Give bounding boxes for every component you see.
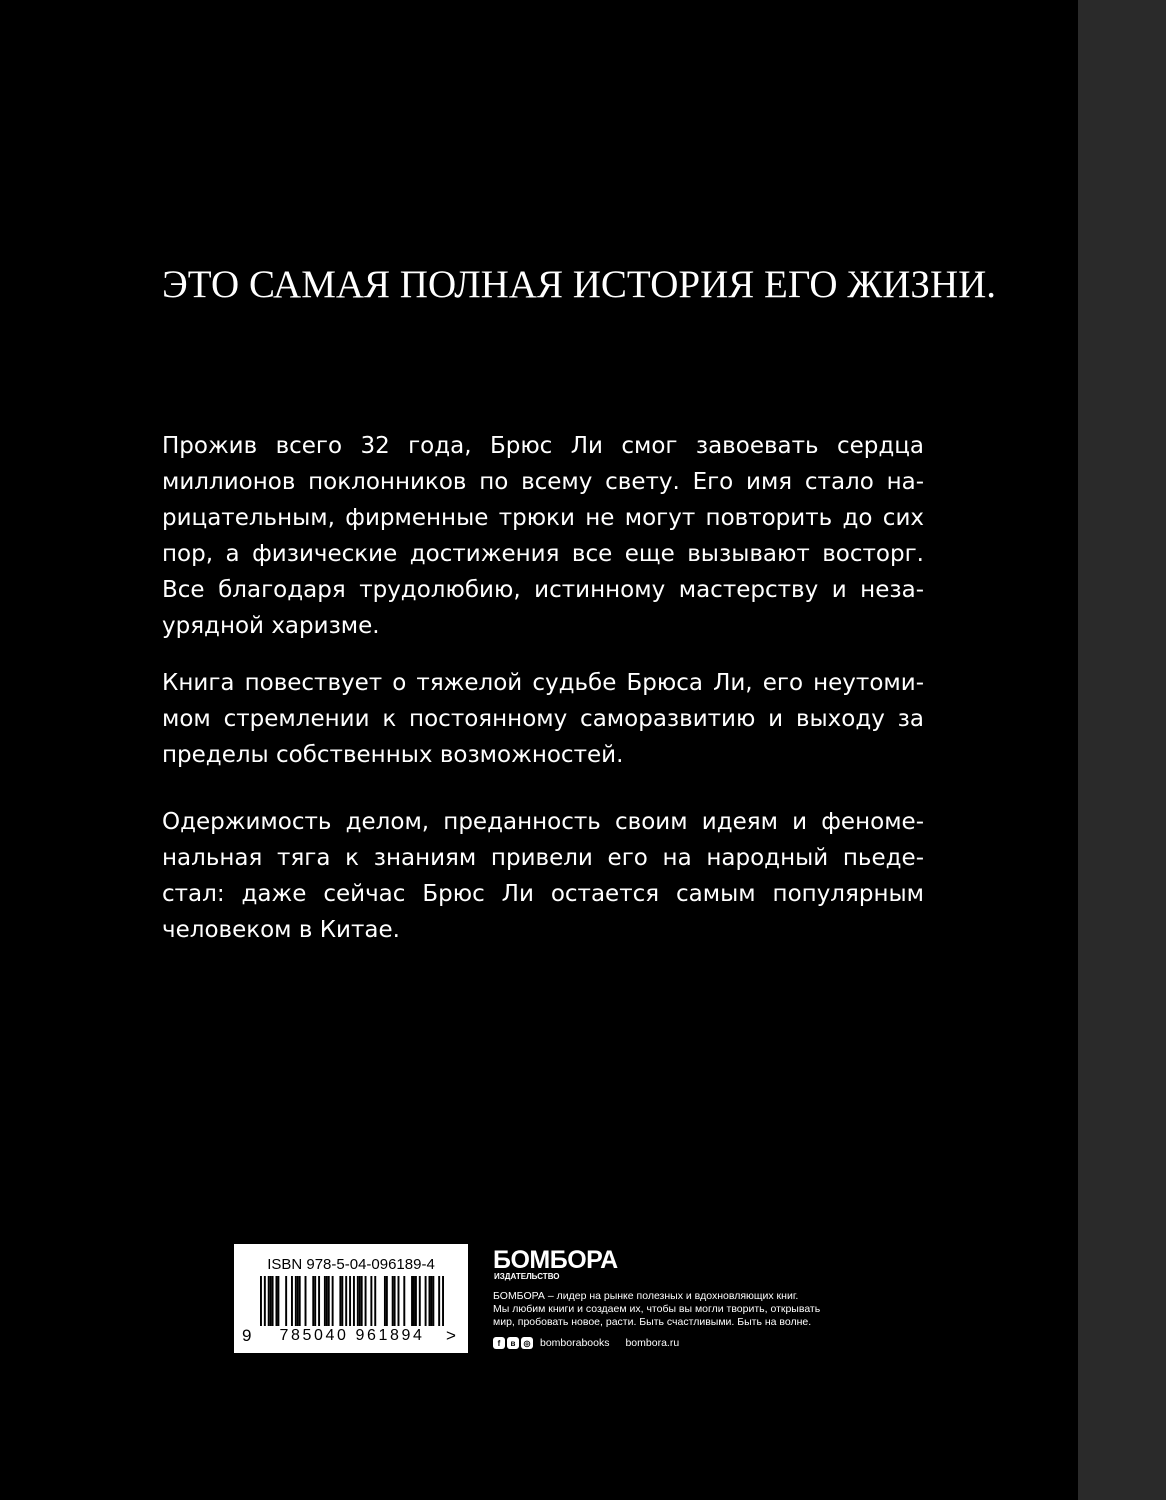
publisher-logo: БОМБОРА: [493, 1246, 618, 1274]
barcode-bar: [432, 1276, 434, 1326]
barcode-bar: [365, 1276, 367, 1326]
paragraph-line: мом стремлении к постоянному саморазвитию и выходу за: [162, 706, 924, 732]
publisher-description-line: БОМБОРА – лидер на рынке полезных и вдохновляющих книг.: [493, 1290, 799, 1302]
paragraph-line: миллионов поклонников по всему свету. Его имя стало на-: [162, 469, 924, 495]
barcode-bar: [285, 1276, 287, 1326]
social-handle: bomborabooks: [540, 1337, 610, 1349]
barcode-bar: [419, 1276, 421, 1326]
paragraph-line: Одержимость делом, преданность своим идеям и феноме-: [162, 809, 924, 835]
barcode-bar: [305, 1276, 307, 1326]
barcode-bar: [341, 1276, 343, 1326]
barcode-bar: [384, 1276, 386, 1326]
barcode-end-marker: >: [446, 1326, 456, 1345]
paragraph-line: пор, а физические достижения все еще вызывают восторг.: [162, 541, 924, 567]
paragraph-line: пределы собственных возможностей.: [162, 742, 624, 768]
barcode-bar: [413, 1276, 415, 1326]
barcode-bar: [291, 1276, 293, 1326]
paragraph-line: Все благодаря трудолюбию, истинному мастерству и неза-: [162, 577, 924, 603]
barcode-bar: [357, 1276, 359, 1326]
paragraph-legacy: [162, 804, 924, 948]
paragraph-line: нальная тяга к знаниям привели его на народный пьеде-: [162, 845, 924, 871]
barcode-bar: [359, 1276, 361, 1326]
barcode-bar: [299, 1276, 301, 1326]
barcode-bar: [314, 1276, 316, 1326]
publisher-description: [493, 1290, 853, 1329]
barcode-bar: [386, 1276, 388, 1326]
barcode-digits: 785040 961894: [260, 1326, 444, 1346]
barcode-bar: [295, 1276, 297, 1326]
barcode-bar: [411, 1276, 413, 1326]
barcode-bar: [328, 1276, 330, 1326]
barcode-bar: [403, 1276, 405, 1326]
barcode-bar: [326, 1276, 328, 1326]
barcode-bar: [297, 1276, 299, 1326]
barcode-bar: [392, 1276, 394, 1326]
facebook-icon: f: [493, 1337, 505, 1349]
paragraph-line: рицательным, фирменные трюки не могут повторить до сих: [162, 505, 924, 531]
instagram-icon: ◎: [521, 1337, 533, 1349]
barcode-bar: [270, 1276, 272, 1326]
barcode-bar: [312, 1276, 314, 1326]
barcode-bar: [425, 1276, 427, 1326]
barcode-bar: [415, 1276, 417, 1326]
barcode-bar: [339, 1276, 341, 1326]
isbn-barcode: [234, 1244, 468, 1353]
paragraph-line: урядной харизме.: [162, 613, 380, 639]
paragraph-intro: [162, 428, 924, 644]
barcode-bar: [429, 1276, 431, 1326]
publisher-description-line: Мы любим книги и создаем их, чтобы вы могли творить, открывать: [493, 1303, 821, 1315]
cover-headline: ЭТО САМАЯ ПОЛНАЯ ИСТОРИЯ ЕГО ЖИЗНИ.: [162, 263, 997, 306]
paragraph-line: Книга повествует о тяжелой судьбе Брюса Ли, его неутоми-: [162, 670, 924, 696]
barcode-bar: [345, 1276, 347, 1326]
barcode-bar: [361, 1276, 363, 1326]
publisher-logo-subtitle: ИЗДАТЕЛЬСТВО: [494, 1272, 560, 1281]
barcode-bar: [275, 1276, 277, 1326]
barcode-bar: [318, 1276, 320, 1326]
barcode-bar: [277, 1276, 279, 1326]
paragraph-line: стал: даже сейчас Брюс Ли остается самым популярным: [162, 881, 924, 907]
barcode-bar: [394, 1276, 396, 1326]
publisher-description-line: мир, пробовать новое, расти. Быть счастливыми. Быть на волне.: [493, 1316, 812, 1328]
isbn-number: ISBN 978-5-04-096189-4: [267, 1256, 435, 1273]
barcode-bar: [332, 1276, 334, 1326]
vk-icon: в: [507, 1337, 519, 1349]
cover-spine-edge: [1078, 0, 1166, 1500]
publisher-social-row: [493, 1336, 679, 1350]
paragraph-book-summary: [162, 665, 924, 773]
publisher-website: bombora.ru: [625, 1337, 680, 1349]
barcode-lead-digit: 9: [242, 1326, 252, 1345]
barcode-bar: [398, 1276, 400, 1326]
barcode-bar: [374, 1276, 376, 1326]
barcode-bar: [324, 1276, 326, 1326]
barcode-bar: [268, 1276, 270, 1326]
paragraph-line: человеком в Китае.: [162, 917, 400, 943]
barcode-bar: [430, 1276, 432, 1326]
paragraph-line: Прожив всего 32 года, Брюс Ли смог завоевать сердца: [162, 433, 924, 459]
barcode-bar: [370, 1276, 372, 1326]
barcode-bar: [272, 1276, 274, 1326]
